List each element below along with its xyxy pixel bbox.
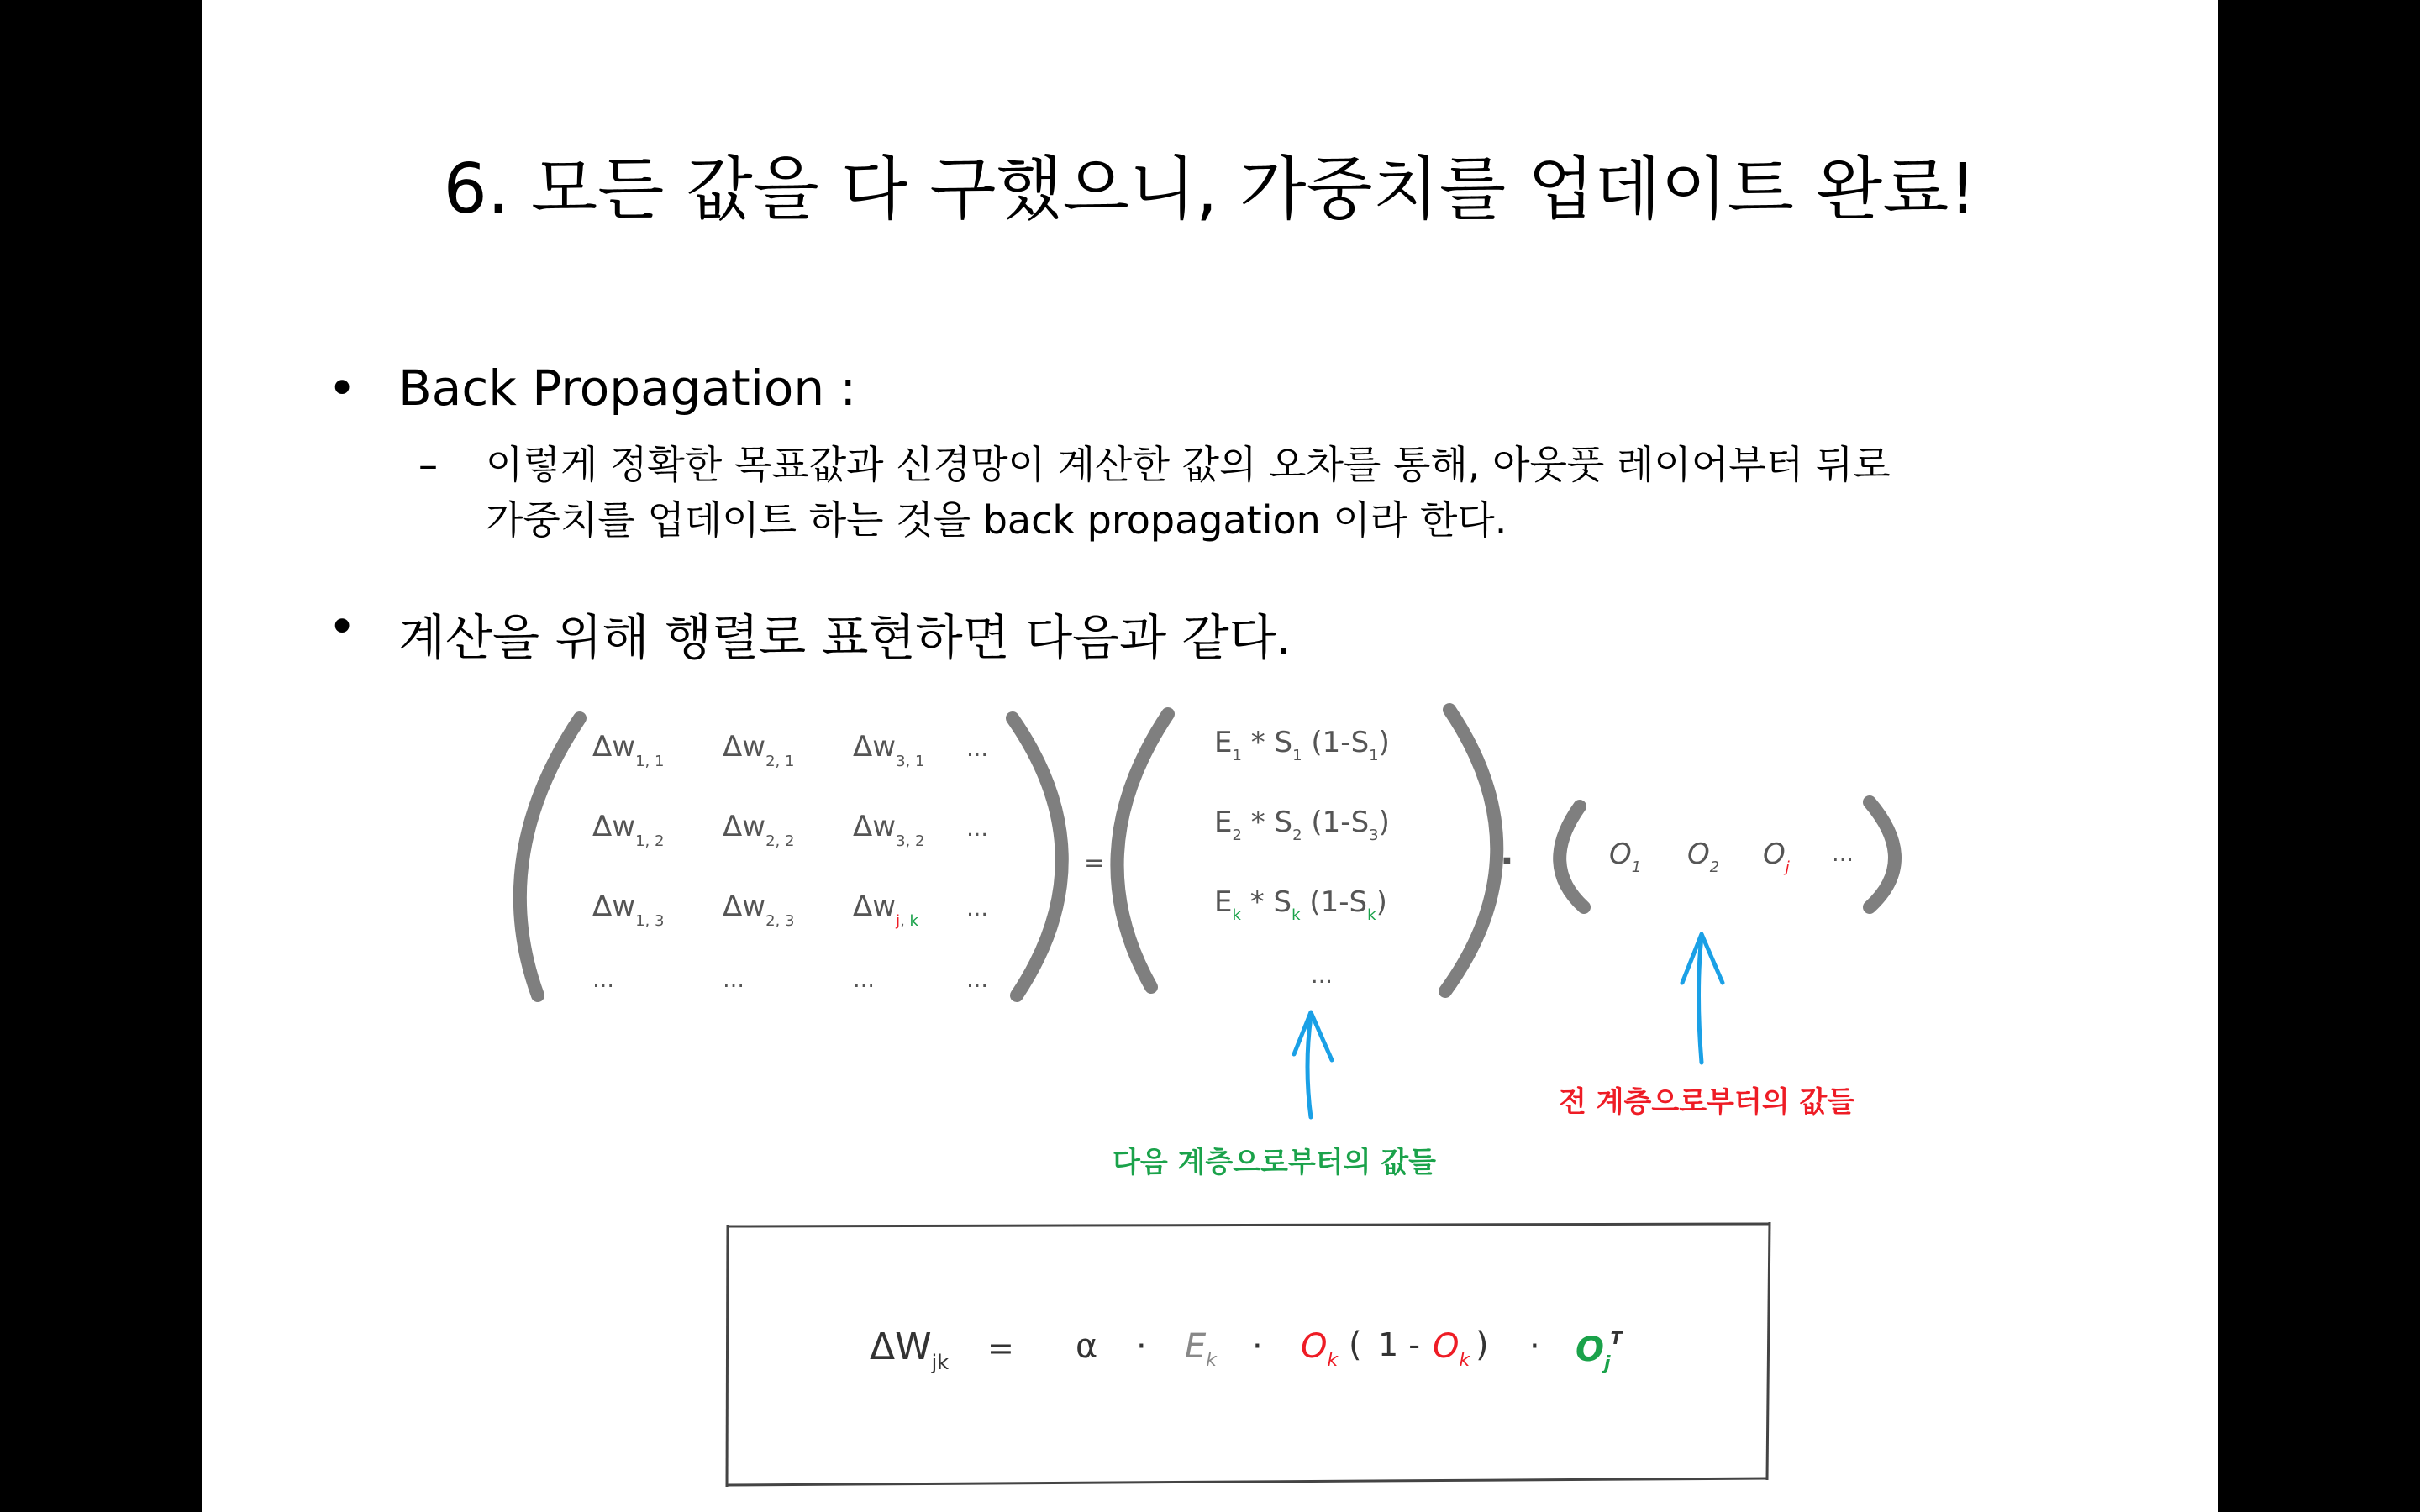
error-S-subscript: k	[1292, 906, 1301, 924]
w-matrix-left-paren	[520, 718, 580, 995]
matrix-cell-subscript-k: k	[909, 912, 918, 930]
output-vector-entry	[1687, 837, 1719, 876]
formula-E-subscript: k	[1206, 1350, 1218, 1371]
o-vector-left-paren	[1560, 806, 1584, 907]
bullet-heading: Back Propagation :	[398, 360, 857, 417]
delta-w-label: Δw	[853, 890, 897, 923]
matrix-cell	[592, 810, 664, 850]
bullet-marker: •	[328, 360, 357, 417]
multiply-sign: * S	[1241, 806, 1293, 839]
formula-dot: ·	[1529, 1327, 1540, 1366]
slide-title: 6. 모든 값을 다 구했으니, 가중치를 업데이트 완료!	[443, 150, 1977, 229]
output-O-subscript: 2	[1709, 858, 1720, 876]
caption-prev-layer-values: 전 계층으로부터의 값들	[1559, 1085, 1855, 1119]
formula-E: E	[1185, 1327, 1207, 1366]
weight-delta-matrix	[592, 730, 988, 993]
matrix-cell	[592, 730, 664, 770]
delta-w-label: Δw	[592, 810, 636, 843]
formula-dot: ·	[1136, 1327, 1147, 1366]
close-paren: )	[1378, 726, 1390, 759]
delta-w-label: Δw	[853, 730, 897, 764]
matrix-cell-subscript-sep: ,	[900, 912, 910, 930]
matrix-cell	[723, 890, 794, 930]
formula-equals: =	[987, 1330, 1014, 1367]
error-vector	[1214, 726, 1390, 989]
output-O-label: O	[1763, 837, 1786, 871]
delta-w-label: Δw	[723, 730, 766, 764]
error-vector-entry	[1214, 726, 1390, 764]
output-O-subscript: 1	[1631, 858, 1642, 876]
formula-output-k	[1301, 1327, 1339, 1371]
error-E-subscript: 2	[1232, 827, 1242, 844]
matrix-diagram	[202, 0, 2218, 1512]
formula-O: O	[1301, 1327, 1328, 1366]
formula-one-minus: 1 -	[1378, 1326, 1420, 1363]
formula-error	[1185, 1327, 1218, 1371]
output-O-label: O	[1609, 837, 1632, 871]
error-E-subscript: 1	[1232, 747, 1242, 764]
matrix-cell	[723, 810, 794, 850]
formula-output-j	[1576, 1328, 1623, 1374]
matrix-cell-subscript: 2, 3	[765, 912, 795, 930]
one-minus-S: (1-S	[1302, 726, 1370, 759]
matrix-cell	[723, 730, 794, 770]
delta-w-label: Δw	[853, 810, 897, 843]
formula-O-subscript: k	[1459, 1350, 1470, 1371]
multiply-sign: * S	[1241, 726, 1293, 759]
delta-w-label: Δw	[723, 810, 766, 843]
output-vector	[1609, 837, 1854, 876]
error-S2-subscript: k	[1367, 906, 1376, 924]
formula-O: O	[1433, 1327, 1460, 1366]
error-E-label: E	[1214, 726, 1233, 759]
matrix-cell-subscript-j: j	[896, 912, 901, 930]
formula-paren-close: )	[1476, 1326, 1489, 1364]
error-vector-left-paren	[1118, 714, 1169, 987]
error-E-label: E	[1214, 885, 1233, 919]
caption-next-layer-values: 다음 계층으로부터의 값들	[1113, 1146, 1436, 1179]
matrix-cell	[592, 890, 664, 930]
matrix-row-ellipsis: …	[966, 968, 988, 993]
matrix-row-ellipsis: …	[723, 968, 744, 993]
w-matrix-right-paren	[1013, 718, 1062, 995]
output-vector-ellipsis: …	[1832, 842, 1854, 867]
slide	[202, 0, 2218, 1512]
matrix-cell	[853, 810, 924, 850]
error-S2-subscript: 1	[1369, 747, 1379, 764]
output-O-subscript: j	[1785, 858, 1790, 876]
error-vector-entry	[1214, 885, 1387, 924]
update-formula	[870, 1326, 1623, 1374]
sub-bullet-dash: –	[418, 442, 438, 487]
error-S-subscript: 1	[1292, 747, 1302, 764]
arrow-prev-layer-icon	[1682, 934, 1723, 1063]
dot-operator: ·	[1500, 840, 1514, 883]
matrix-cell-subscript: 1, 2	[635, 832, 665, 850]
formula-output-k-2	[1433, 1327, 1470, 1371]
error-vector-ellipsis: …	[1311, 963, 1333, 989]
error-S2-subscript: 3	[1369, 827, 1379, 844]
one-minus-S: (1-S	[1300, 885, 1368, 919]
arrow-next-layer-icon	[1294, 1012, 1332, 1117]
matrix-row-ellipsis: …	[853, 968, 875, 993]
error-vector-right-paren	[1445, 710, 1497, 991]
formula-delta-w: ΔW	[870, 1326, 932, 1368]
output-O-label: O	[1687, 837, 1710, 871]
formula-Oj: O	[1576, 1331, 1605, 1369]
sub-bullet-line-1: 이렇게 정확한 목표값과 신경망이 계산한 값의 오차를 통해, 아웃풋 레이어부터 뒤로	[486, 442, 1891, 487]
formula-lhs	[870, 1326, 949, 1374]
error-E-label: E	[1214, 806, 1233, 839]
matrix-cell-subscript: 2, 2	[765, 832, 795, 850]
formula-Oj-subscript: j	[1604, 1353, 1611, 1374]
matrix-cell	[853, 890, 919, 930]
error-S-subscript: 2	[1292, 827, 1302, 844]
close-paren: )	[1376, 885, 1387, 919]
error-E-subscript: k	[1232, 906, 1241, 924]
close-paren: )	[1378, 806, 1390, 839]
matrix-cell-ellipsis: …	[966, 737, 988, 762]
delta-w-label: Δw	[592, 890, 636, 923]
matrix-cell-ellipsis: …	[966, 816, 988, 842]
sub-bullet-line-2: 가중치를 업데이트 하는 것을 back propagation 이라 한다.	[486, 497, 1507, 543]
matrix-row-ellipsis: …	[592, 968, 614, 993]
matrix-cell-subscript: 3, 2	[896, 832, 925, 850]
delta-w-label: Δw	[723, 890, 766, 923]
formula-dot: ·	[1252, 1327, 1263, 1366]
formula-Oj-superscript: T	[1610, 1328, 1623, 1348]
equals-sign: =	[1084, 848, 1106, 878]
formula-O-subscript: k	[1327, 1350, 1339, 1371]
matrix-cell-subscript: 2, 1	[765, 753, 795, 770]
error-vector-entry	[1214, 806, 1390, 844]
bullet-text: 계산을 위해 행렬로 표현하면 다음과 같다.	[398, 609, 1292, 666]
bullet-marker: •	[328, 598, 357, 655]
o-vector-right-paren	[1870, 802, 1895, 907]
formula-paren-open: (	[1349, 1326, 1362, 1364]
matrix-cell-subscript: 1, 3	[635, 912, 665, 930]
matrix-cell	[853, 730, 924, 770]
matrix-cell-ellipsis: …	[966, 896, 988, 921]
matrix-cell-subscript: 1, 1	[635, 753, 665, 770]
matrix-cell-subscript: 3, 1	[896, 753, 925, 770]
multiply-sign: * S	[1240, 885, 1292, 919]
output-vector-entry	[1763, 837, 1790, 876]
one-minus-S: (1-S	[1302, 806, 1370, 839]
output-vector-entry	[1609, 837, 1641, 876]
delta-w-label: Δw	[592, 730, 636, 764]
formula-lhs-subscript: jk	[931, 1351, 950, 1374]
formula-alpha: α	[1076, 1327, 1098, 1366]
